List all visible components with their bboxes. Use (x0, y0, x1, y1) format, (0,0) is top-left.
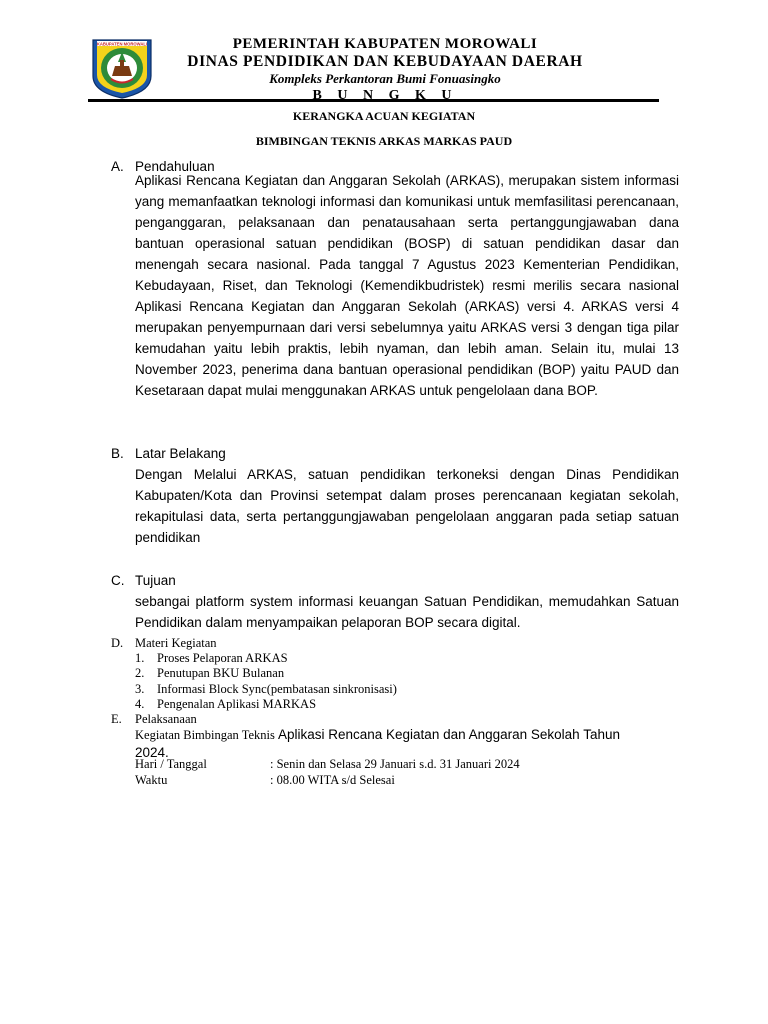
section-e-intro-text: Kegiatan Bimbingan Teknis (135, 728, 278, 742)
regency-logo (89, 36, 155, 100)
list-item-number: 4. (135, 697, 145, 712)
list-item-text: Informasi Block Sync(pembatasan sinkronisasi) (157, 681, 397, 696)
materi-list (135, 651, 397, 713)
section-a-body: Aplikasi Rencana Kegiatan dan Anggaran Sekolah (ARKAS), merupakan sistem informasi yang memanfaatkan teknologi informasi dan komunikasi untuk memfasilitasi perencanaan, penganggaran, pelaksanaan dan penatausahaan serta pertanggungjawaban dana bantuan operasional satuan pendidikan (BOSP) di satuan pendidikan dasar dan menengah secara nasional. Pada tanggal 7 Agustus 2023 Kementerian Pendidikan, Kebudayaan, Riset, dan Teknologi (Kemendikbudristek) resmi merilis secara nasional Aplikasi Rencana Kegiatan dan Anggaran Sekolah (ARKAS) versi 4. ARKAS versi 4 merupakan penyempurnaan dari versi sebelumnya yaitu ARKAS versi 3 dengan tiga pilar kemudahan yaitu lebih praktis, lebih nyaman, dan lebih aman. Selain itu, mulai 13 November 2023, penerima dana bantuan operasional pendidikan (BOP) yaitu PAUD dan Kesetaraan dapat mulai menggunakan ARKAS untuk pengelolaan dana BOP. (135, 173, 679, 398)
section-b-heading: Latar Belakang (135, 446, 226, 461)
list-item-number: 2. (135, 666, 145, 681)
schedule-time-row (135, 773, 395, 788)
city-name: B U N G K U (312, 88, 458, 103)
section-c-heading: Tujuan (135, 573, 176, 588)
regency-emblem-icon (89, 36, 155, 100)
time-label: Waktu (135, 773, 168, 787)
list-item-number: 3. (135, 681, 145, 696)
date-label: Hari / Tanggal (135, 757, 207, 771)
letterhead-divider (88, 99, 659, 102)
section-a-marker: A. (111, 159, 124, 174)
section-e-heading: Pelaksanaan (135, 712, 197, 726)
list-item (135, 682, 397, 697)
office-address: Kompleks Perkantoran Bumi Fonuasingko (269, 71, 501, 86)
list-item (135, 666, 397, 681)
document-subtitle: BIMBINGAN TEKNIS ARKAS MARKAS PAUD (255, 134, 513, 148)
section-d-marker: D. (111, 636, 124, 650)
list-item-number: 1. (135, 651, 145, 665)
section-b-marker: B. (111, 446, 124, 461)
time-value: : 08.00 WITA s/d Selesai (270, 773, 395, 787)
list-item-text: Penutupan BKU Bulanan (157, 666, 285, 681)
list-item-text: Proses Pelaporan ARKAS (157, 651, 288, 665)
document-title: KERANGKA ACUAN KEGIATAN (292, 109, 476, 123)
section-c-body: sebangai platform system informasi keuangan Satuan Pendidikan, memudahkan Satuan Pendidikan dalam menyampaikan pelaporan BOP secara digital. (135, 594, 679, 630)
letterhead (160, 36, 610, 104)
list-item (135, 651, 397, 666)
section-a-heading: Pendahuluan (135, 159, 215, 174)
logo-text: KABUPATEN MOROWALI (96, 41, 148, 47)
list-item-text: Pengenalan Aplikasi MARKAS (157, 697, 317, 712)
section-c-marker: C. (111, 573, 125, 588)
date-value: : Senin dan Selasa 29 Januari s.d. 31 Januari 2024 (270, 757, 520, 771)
government-name: PEMERINTAH KABUPATEN MOROWALI (232, 36, 538, 52)
list-item (135, 697, 397, 712)
agency-name: DINAS PENDIDIKAN DAN KEBUDAYAAN DAERAH (187, 53, 583, 70)
section-d-heading: Materi Kegiatan (135, 636, 217, 650)
section-e-marker: E. (111, 712, 122, 726)
section-b-body: Dengan Melalui ARKAS, satuan pendidikan terkoneksi dengan Dinas Pendidikan Kabupaten/Kota dan Provinsi setempat dalam proses perencanaan kegiatan sekolah, rekapitulasi data, serta pertanggungjawaban pengelolaan anggaran pada setiap satuan pendidikan (135, 467, 679, 545)
schedule-date-row (135, 757, 520, 772)
section-e-intro-activity: Aplikasi Rencana Kegiatan dan Anggaran Sekolah Tahun 2024. (135, 727, 620, 760)
